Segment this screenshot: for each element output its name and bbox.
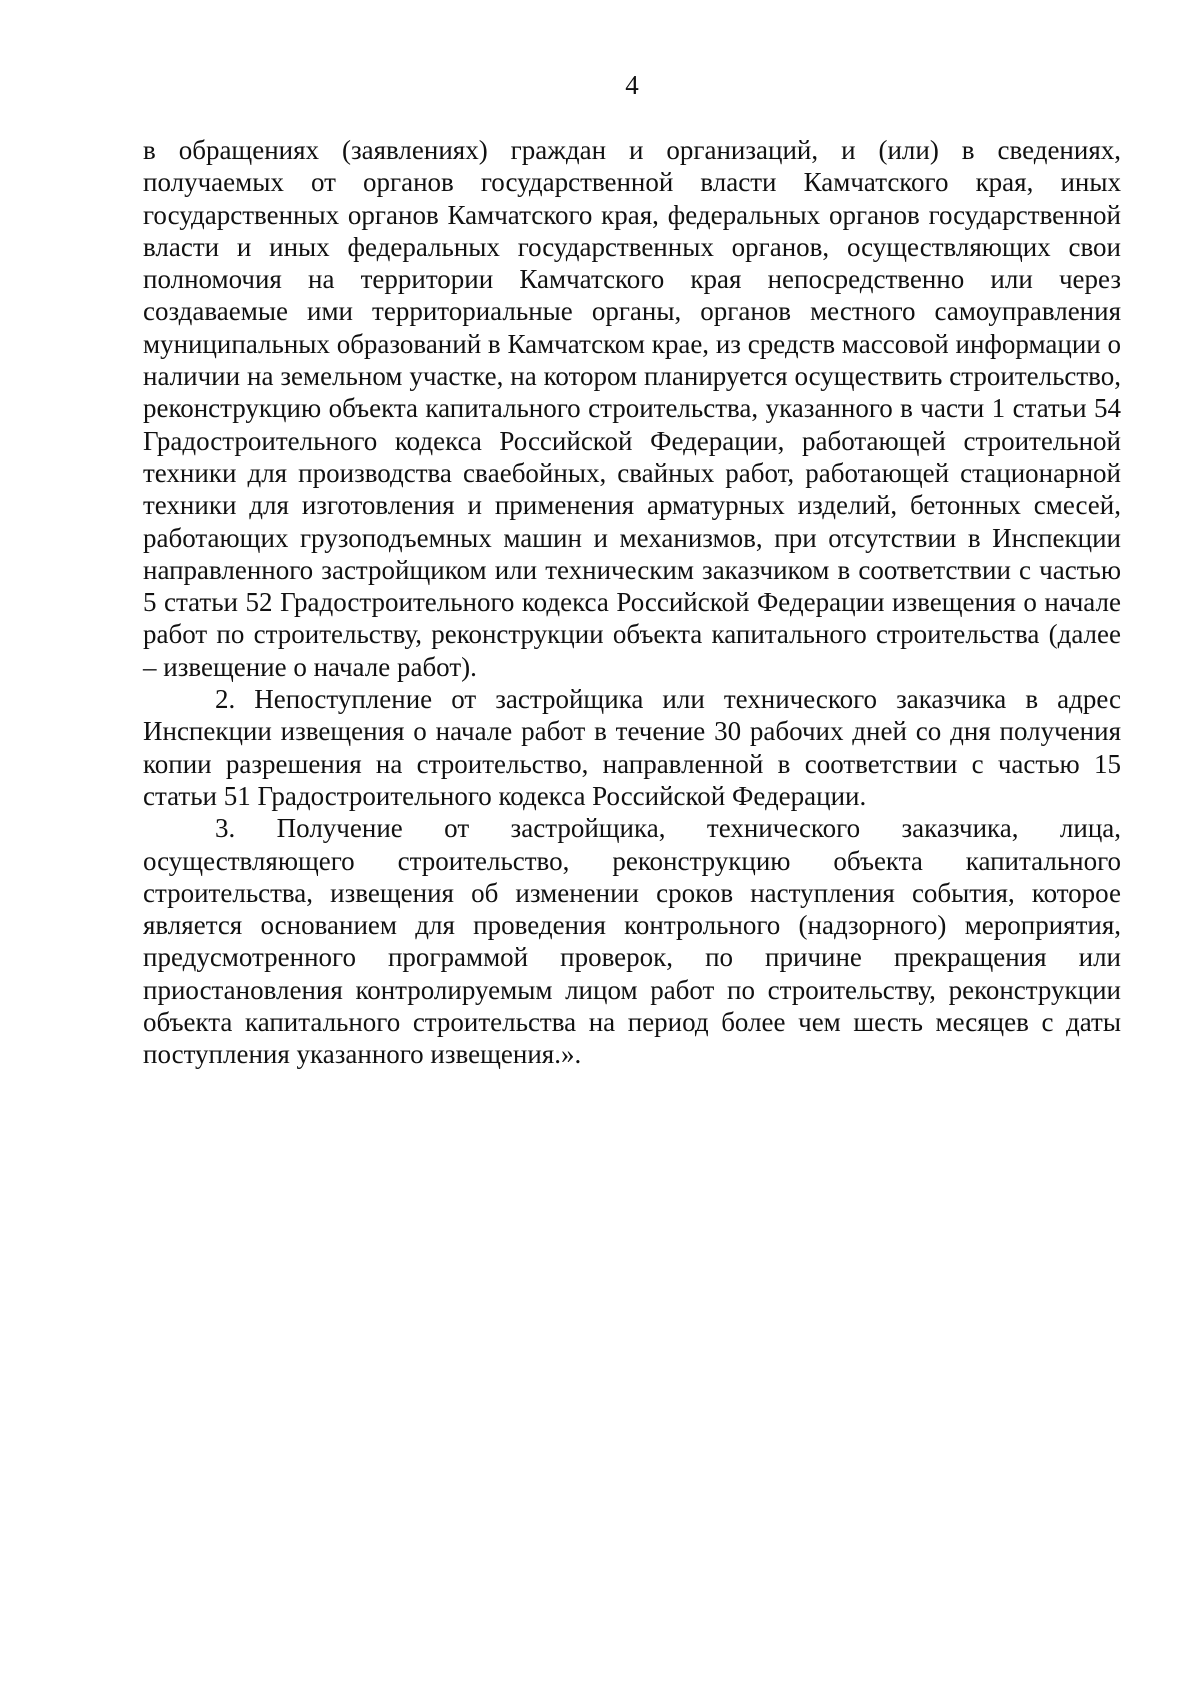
paragraph-item-2: 2. Непоступление от застройщика или технического заказчика в адрес Инспекции извещения о начале работ в течение 30 рабочих дней со дня получения копии разрешения на строительство, направленной в соответствии с частью 15 статьи 51 Градостроительного кодекса Российской Федерации. [143,684,1121,811]
document-body [143,134,1121,1071]
page-number: 4 [625,70,639,100]
paragraph-item-3: 3. Получение от застройщика, технического заказчика, лица, осуществляющего строительство, реконструкцию объекта капитального строительства, извещения об изменении сроков наступления события, которое является основанием для проведения контрольного (надзорного) мероприятия, предусмотренного программой проверок, по причине прекращения или приостановления контролируемым лицом работ по строительству, реконструкции объекта капитального строительства на период более чем шесть месяцев с даты поступления указанного извещения.». [143,813,1121,1070]
paragraph-continuation: в обращениях (заявлениях) граждан и организаций, и (или) в сведениях, получаемых от органов государственной власти Камчатского края, иных государственных органов Камчатского края, федеральных органов государственной власти и иных федеральных государственных органов, осуществляющих свои полномочия на территории Камчатского края непосредственно или через создаваемые ими территориальные органы, органов местного самоуправления муниципальных образований в Камчатском крае, из средств массовой информации о наличии на земельном участке, на котором планируется осуществить строительство, реконструкцию объекта капитального строительства, указанного в части 1 статьи 54 Градостроительного кодекса Российской Федерации, работающей строительной техники для производства свaебойных, свайных работ, работающей стационарной техники для изготовления и применения арматурных изделий, бетонных смесей, работающих грузоподъемных машин и механизмов, при отсутствии в Инспекции направленного застройщиком или техническим заказчиком в соответствии с частью 5 статьи 52 Градостроительного кодекса Российской Федерации извещения о начале работ по строительству, реконструкции объекта капитального строительства (далее – извещение о начале работ). [143,135,1121,682]
